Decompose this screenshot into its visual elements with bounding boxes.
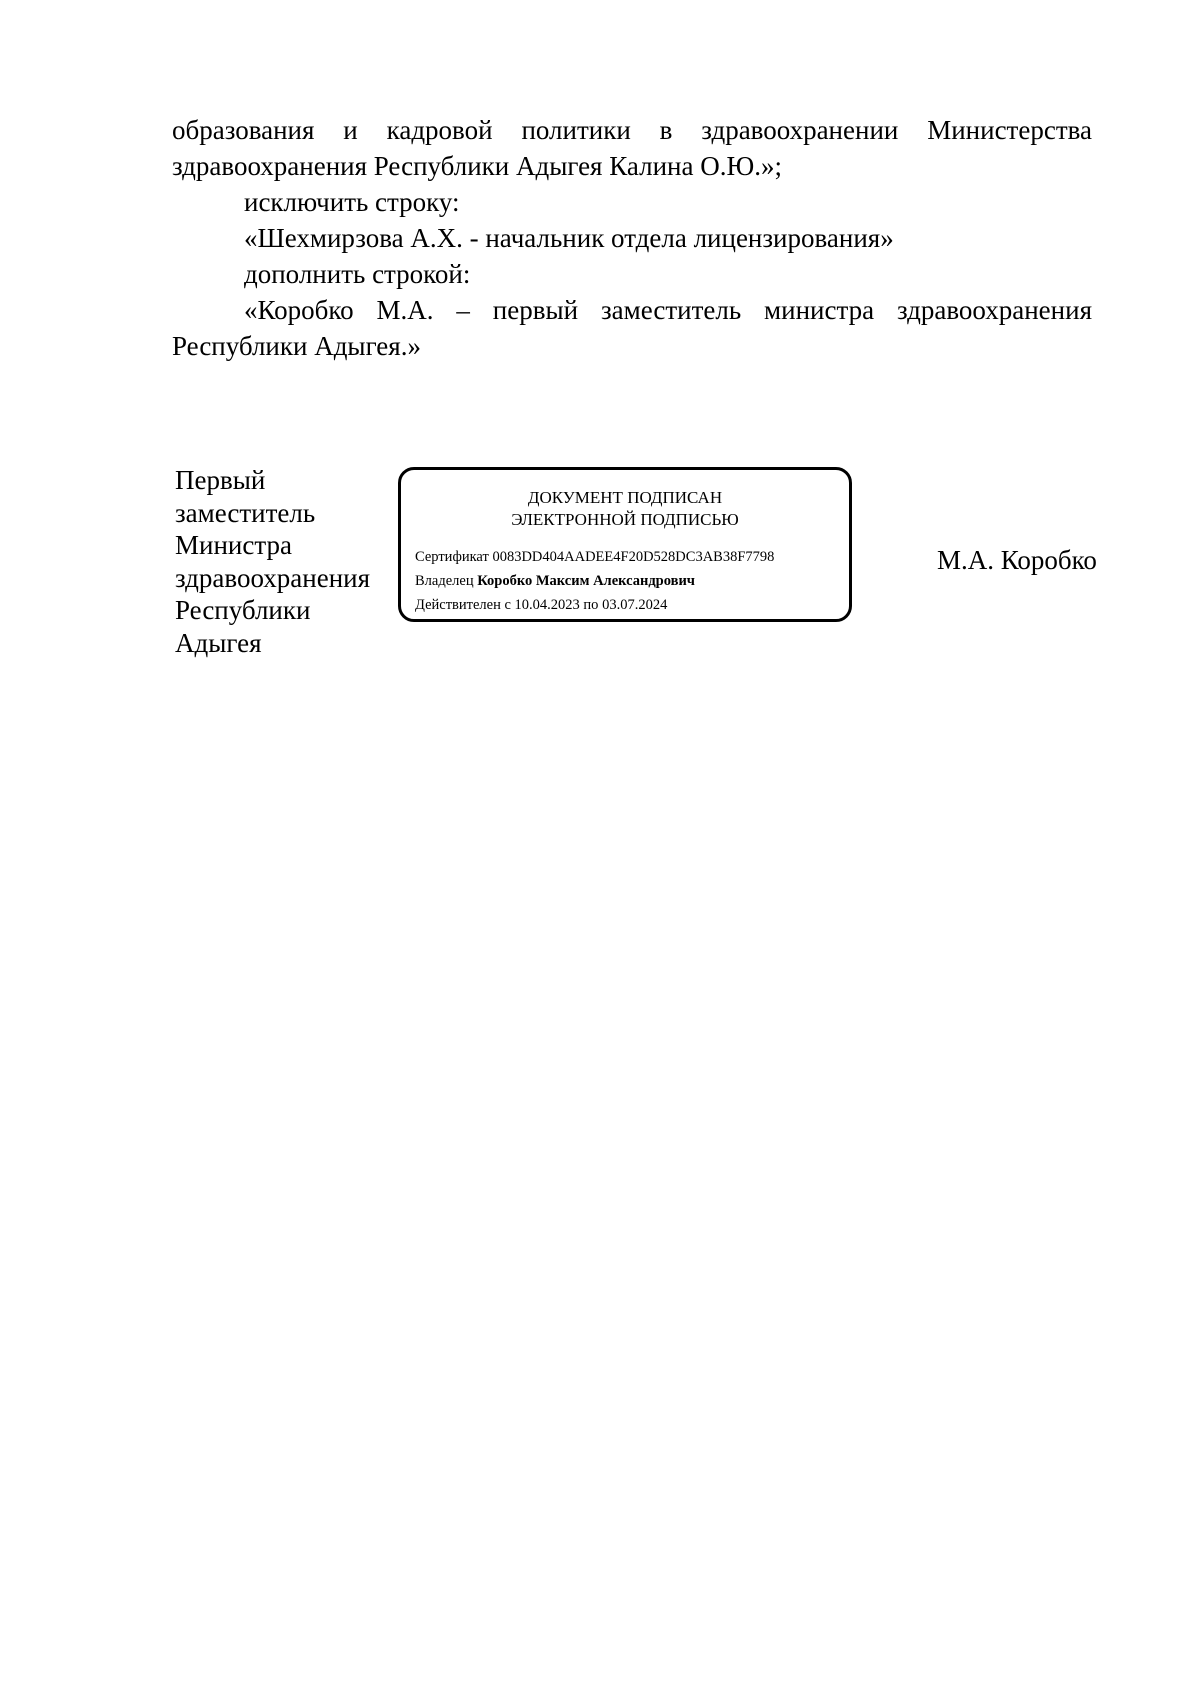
stamp-certificate-label: Сертификат	[415, 549, 493, 565]
stamp-certificate-row	[415, 545, 774, 569]
stamp-valid-from: 10.04.2023	[514, 597, 584, 613]
signer-position-line: Адыгея	[175, 627, 262, 658]
stamp-valid-to-label: по	[583, 597, 603, 613]
stamp-owner-row	[415, 569, 774, 593]
signer-position-line: Первый	[175, 465, 266, 495]
paragraph-added-line: «Коробко М.А. – первый заместитель министра здравоохранения Республики Адыгея.»	[172, 295, 1092, 361]
electronic-signature-stamp	[398, 467, 852, 622]
stamp-heading-line: ЭЛЕКТРОННОЙ ПОДПИСЬЮ	[511, 510, 739, 529]
stamp-heading-line: ДОКУМЕНТ ПОДПИСАН	[527, 488, 723, 507]
signer-position-line: Министра	[175, 530, 292, 560]
document-body	[172, 112, 1092, 364]
signer-position	[175, 464, 395, 659]
stamp-certificate-value: 0083DD404AADEE4F20D528DC3AB38F7798	[492, 549, 775, 565]
stamp-valid-to: 03.07.2024	[602, 597, 668, 613]
stamp-valid-label: Действителен	[415, 597, 505, 613]
paragraph-add-instruction: дополнить строкой:	[244, 259, 471, 289]
stamp-owner-value: Коробко Максим Александрович	[477, 573, 695, 589]
stamp-valid-from-label: с	[504, 597, 515, 613]
signer-position-line: Республики	[175, 595, 311, 625]
paragraph-excluded-line: «Шехмирзова А.Х. - начальник отдела лицензирования»	[244, 223, 894, 253]
paragraph-exclude-instruction: исключить строку:	[244, 187, 460, 217]
signer-position-line: заместитель	[175, 497, 316, 528]
stamp-heading	[401, 487, 849, 531]
signer-position-line: здравоохранения	[175, 562, 371, 593]
stamp-details	[415, 545, 774, 617]
stamp-validity-row	[415, 593, 774, 617]
stamp-owner-label: Владелец	[415, 573, 478, 589]
signer-name: М.А. Коробко	[937, 545, 1097, 575]
paragraph-continuation: образования и кадровой политики в здравоохранении Министерства здравоохранения Республики Адыгея Калина О.Ю.»;	[172, 115, 1092, 181]
